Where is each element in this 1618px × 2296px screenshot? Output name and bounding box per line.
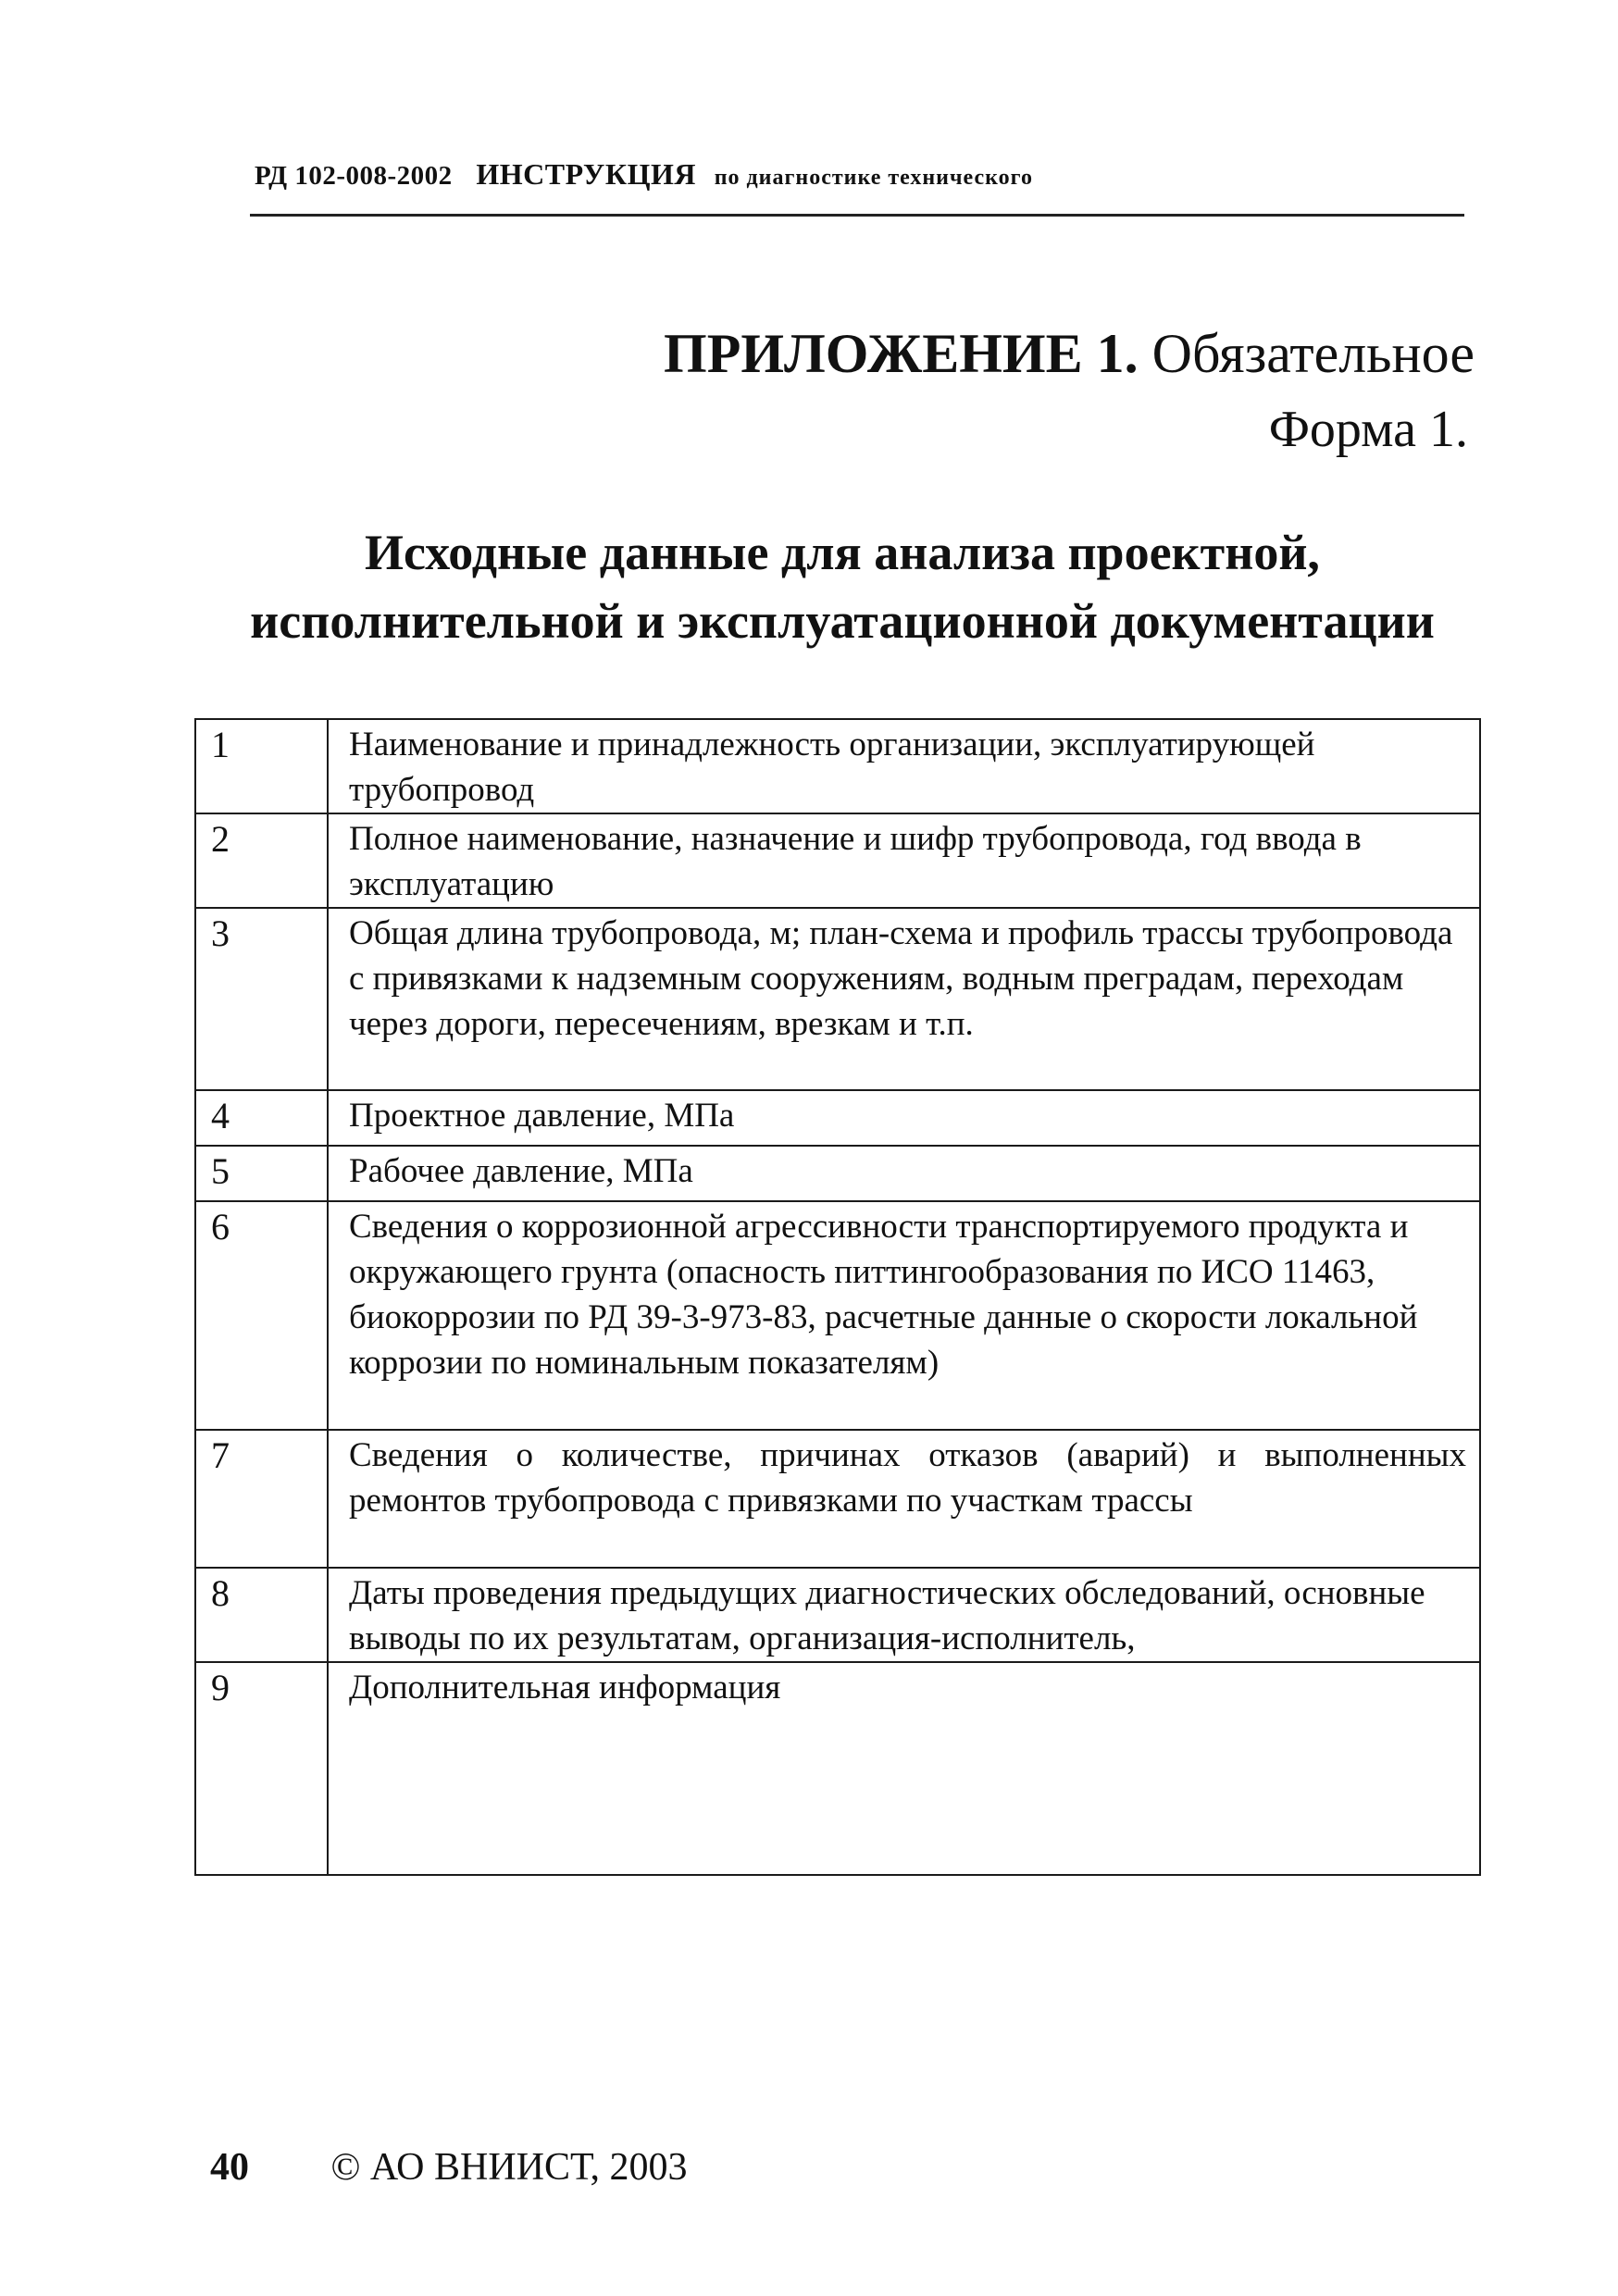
table-row [195,1568,1480,1662]
table-row [195,908,1480,1090]
page-number: 40 [210,2146,249,2189]
row-text: Проектное давление, МПа [328,1090,1480,1146]
row-number: 7 [195,1430,328,1568]
row-text: Сведения о количестве, причинах отказов (аварий) и выполненных ремонтов трубопровода с привязками по участкам трассы [328,1430,1480,1568]
table-row [195,1662,1480,1875]
row-text: Дополнительная информация [328,1662,1480,1875]
row-text: Общая длина трубопровода, м; план-схема и профиль трассы трубопровода с привязками к надземным сооружениям, водным преградам, переходам через дороги, пересечениям, врезкам и т.п. [328,908,1480,1090]
row-number: 2 [195,813,328,908]
document-title-line-1: Исходные данные для анализа проектной, [365,525,1320,580]
copyright-notice: © АО ВНИИСТ, 2003 [330,2146,688,2189]
row-text: Полное наименование, назначение и шифр трубопровода, год ввода в эксплуатацию [328,813,1480,908]
row-text: Сведения о коррозионной агрессивности транспортируемого продукта и окружающего грунта (опасность питтингообразования по ИСО 11463, биокоррозии по РД 39-3-973-83, расчетные данные о скорости локальной коррозии по номинальным показателям) [328,1201,1480,1430]
table-row [195,719,1480,813]
form-label: Форма 1. [1268,401,1468,458]
table-row [195,813,1480,908]
table-row [195,1201,1480,1430]
appendix-label: ПРИЛОЖЕНИЕ 1. [664,323,1139,384]
row-number: 1 [195,719,328,813]
row-number: 8 [195,1568,328,1662]
table-row [195,1146,1480,1201]
row-number: 6 [195,1201,328,1430]
page-footer [210,2145,687,2190]
row-number: 3 [195,908,328,1090]
header-subtitle: по диагностике технического [714,166,1033,190]
header-divider [250,214,1464,217]
row-number: 5 [195,1146,328,1201]
header-doc-number: РД 102-008-2002 [255,161,453,191]
form-table [194,718,1481,1876]
table-row [195,1090,1480,1146]
row-text: Даты проведения предыдущих диагностических обследований, основные выводы по их результатам, организация-исполнитель, [328,1568,1480,1662]
row-number: 4 [195,1090,328,1146]
appendix-status: Обязательное [1151,323,1475,384]
header-title: ИНСТРУКЦИЯ [476,157,696,191]
document-title [185,518,1500,655]
row-text: Рабочее давление, МПа [328,1146,1480,1201]
row-text: Наименование и принадлежность организации, эксплуатирующей трубопровод [328,719,1480,813]
appendix-heading [664,322,1475,386]
running-header [255,157,1467,192]
document-title-line-2: исполнительной и эксплуатационной документации [250,593,1435,649]
table-row [195,1430,1480,1568]
row-number: 9 [195,1662,328,1875]
